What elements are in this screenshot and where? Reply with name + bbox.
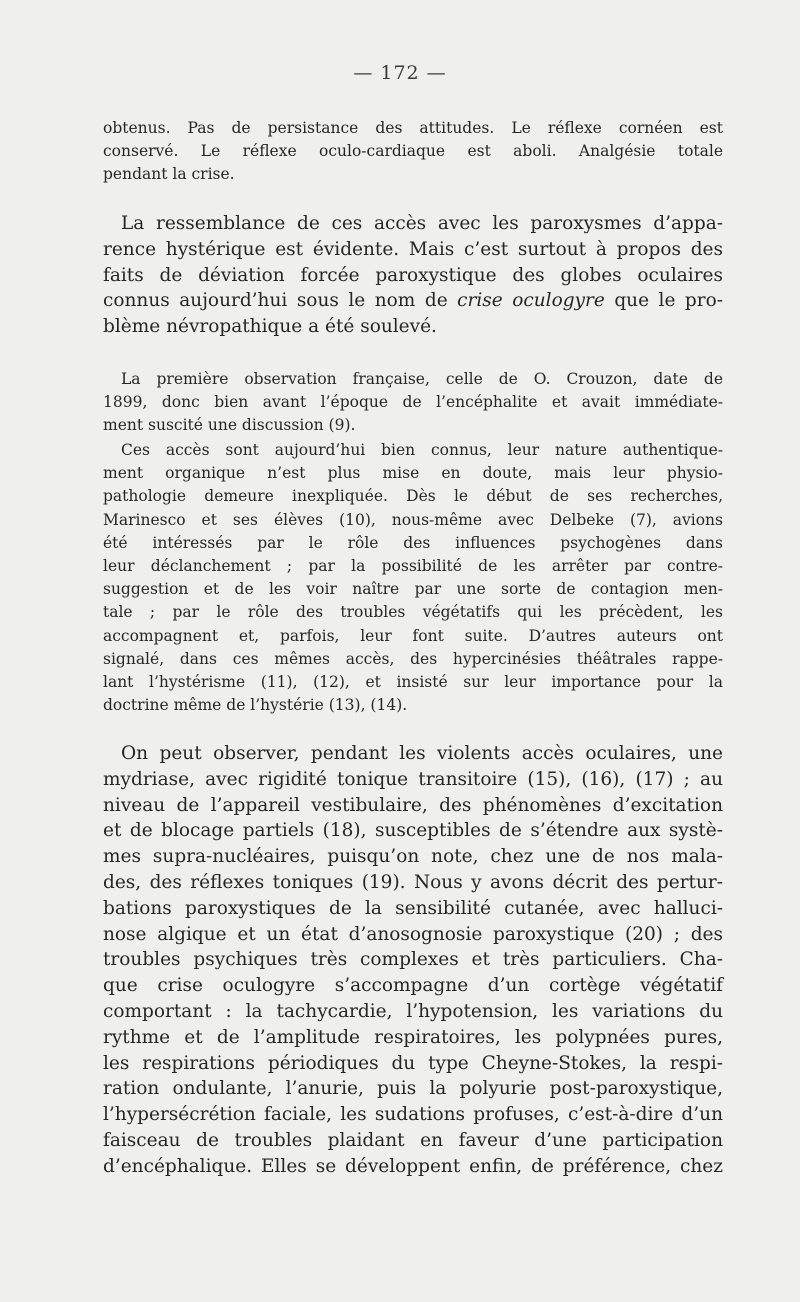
text-line: pendant la crise. (103, 165, 235, 184)
text-line: 1899, donc bien avant l’époque de l’encéphalite et avait immédiate- (103, 393, 723, 412)
text-line: On peut observer, pendant les violents accès oculaires, une (121, 743, 723, 764)
text-line: rence hystérique est évidente. Mais c’est surtout à propos des (103, 238, 723, 260)
text-line: des, des réflexes toniques (19). Nous y avons décrit des pertur- (103, 871, 723, 893)
text-line: Marinesco et ses élèves (10), nous-même avec Delbeke (7), avions (103, 510, 723, 529)
text-line: La ressemblance de ces accès avec les paroxysmes d’appa- (121, 213, 723, 234)
paragraph-1 (103, 117, 723, 187)
text-line: pathologie demeure inexpliquée. Dès le début de ses recherches, (103, 487, 723, 506)
paragraph-5 (103, 741, 723, 1180)
text-line: faisceau de troubles plaidant en faveur d’une participation (103, 1129, 723, 1151)
text-line: ment suscité une discussion (9). (103, 416, 356, 435)
text-line: signalé, dans ces mêmes accès, des hypercinésies théâtrales rappe- (103, 649, 723, 668)
text-line: été intéressés par le rôle des influences psychogènes dans (103, 533, 723, 552)
text-line: troubles psychiques très complexes et très particuliers. Cha- (103, 949, 723, 971)
paragraph-3 (103, 368, 723, 438)
text-line: mydriase, avec rigidité tonique transitoire (15), (16), (17) ; au (103, 768, 723, 790)
text-line: ment organique n’est plus mise en doute, mais leur physio- (103, 464, 723, 483)
paragraph-2 (103, 211, 723, 340)
text-line-with-emphasis (103, 288, 723, 314)
text-line: comportant : la tachycardie, l’hypotension, les variations du (103, 1000, 723, 1022)
emphasis-term: crise oculogyre (457, 290, 605, 312)
text-line: blème névropathique a été soulevé. (103, 316, 437, 338)
text-line: et de blocage partiels (18), susceptibles de s’étendre aux systè- (103, 820, 723, 842)
text-line: La première observation française, celle de O. Crouzon, date de (121, 370, 723, 388)
text-line: accompagnent et, parfois, leur font suite. D’autres auteurs ont (103, 626, 723, 645)
text-line: bations paroxystiques de la sensibilité cutanée, avec halluci- (103, 897, 723, 919)
text-line: les respirations périodiques du type Cheyne-Stokes, la respi- (103, 1052, 723, 1074)
text-line: tale ; par le rôle des troubles végétatifs qui les précèdent, les (103, 603, 723, 622)
text-line: leur déclanchement ; par la possibilité de les arrêter par contre- (103, 557, 723, 576)
text-line: faits de déviation forcée paroxystique des globes oculaires (103, 264, 723, 286)
text-line: d’encéphalique. Elles se développent enfin, de préférence, chez (103, 1155, 723, 1177)
text-line: ration ondulante, l’anurie, puis la polyurie post-paroxystique, (103, 1078, 723, 1100)
text-line: rythme et de l’amplitude respiratoires, les polypnées pures, (103, 1026, 723, 1048)
paragraph-4 (103, 439, 723, 717)
text-line: Ces accès sont aujourd’hui bien connus, leur nature authentique- (121, 441, 723, 459)
text-line: obtenus. Pas de persistance des attitudes. Le réflexe cornéen est (103, 119, 723, 137)
text-line: nose algique et un état d’anosognosie paroxystique (20) ; des (103, 923, 723, 945)
text-line: conservé. Le réflexe oculo-cardiaque est aboli. Analgésie totale (103, 142, 723, 161)
text-line: suggestion et de les voir naître par une sorte de contagion men- (103, 580, 723, 599)
text-segment: que le pro- (604, 290, 724, 312)
text-line: doctrine même de l’hystérie (13), (14). (103, 696, 408, 715)
text-line: lant l’hystérisme (11), (12), et insisté sur leur importance pour la (103, 673, 723, 692)
text-line: mes supra-nucléaires, puisqu’on note, chez une de nos mala- (103, 846, 723, 868)
text-line: l’hypersécrétion faciale, les sudations profuses, c’est-à-dire d’un (103, 1104, 723, 1126)
page-number: — 172 — (353, 62, 447, 84)
text-line: que crise oculogyre s’accompagne d’un cortège végétatif (103, 975, 723, 997)
text-segment: connus aujourd’hui sous le nom de (103, 290, 458, 312)
text-line: niveau de l’appareil vestibulaire, des phénomènes d’excitation (103, 794, 723, 816)
